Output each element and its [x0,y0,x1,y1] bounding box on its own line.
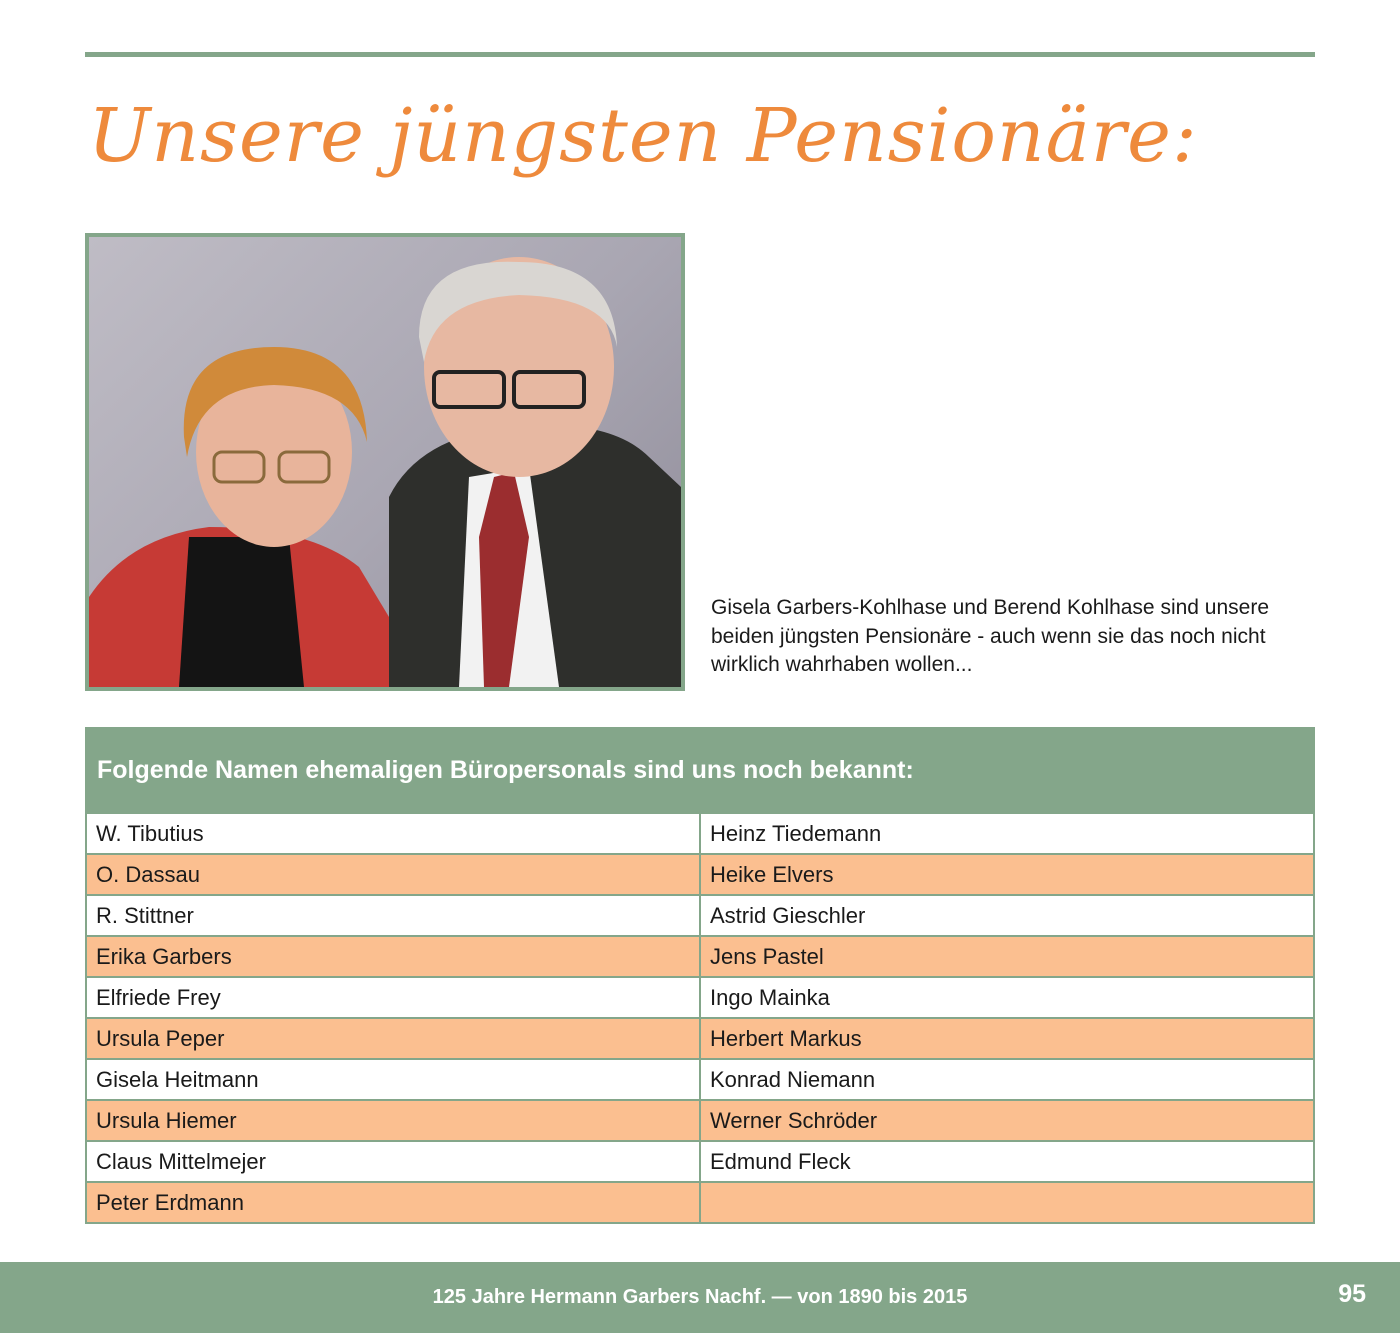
name-cell: Edmund Fleck [700,1141,1314,1182]
name-cell: Ingo Mainka [700,977,1314,1018]
portrait-photo-icon [89,237,681,687]
name-cell: Herbert Markus [700,1018,1314,1059]
name-cell: Heinz Tiedemann [700,813,1314,854]
name-cell: Werner Schröder [700,1100,1314,1141]
name-cell: Elfriede Frey [86,977,700,1018]
table-row [86,1059,1314,1100]
name-cell: Claus Mittelmejer [86,1141,700,1182]
table-row [86,1100,1314,1141]
page-title: Unsere jüngsten Pensionäre: [88,93,1198,179]
name-cell: Ursula Peper [86,1018,700,1059]
name-cell: Jens Pastel [700,936,1314,977]
name-cell: W. Tibutius [86,813,700,854]
table-row [86,854,1314,895]
photo-caption: Gisela Garbers-Kohlhase und Berend Kohlhase sind unsere beiden jüngsten Pensionäre - auch wenn sie das noch nicht wirklich wahrhaben wollen... [711,596,1270,676]
name-cell: Erika Garbers [86,936,700,977]
name-cell: Astrid Gieschler [700,895,1314,936]
name-cell: Heike Elvers [700,854,1314,895]
table-row [86,813,1314,854]
table-row [86,895,1314,936]
page-number: 95 [1338,1280,1366,1308]
portrait-photo [85,233,685,691]
table-row [86,936,1314,977]
name-cell [700,1182,1314,1223]
table-header: Folgende Namen ehemaligen Büropersonals sind uns noch bekannt: [86,728,1314,813]
name-cell: Gisela Heitmann [86,1059,700,1100]
table-row [86,1018,1314,1059]
name-cell: Ursula Hiemer [86,1100,700,1141]
table-row [86,1141,1314,1182]
former-staff-table [85,727,1315,1224]
name-cell: O. Dassau [86,854,700,895]
name-cell: R. Stittner [86,895,700,936]
name-cell: Peter Erdmann [86,1182,700,1223]
table-row [86,977,1314,1018]
table-row [86,1182,1314,1223]
footer-text: 125 Jahre Hermann Garbers Nachf. — von 1890 bis 2015 [432,1286,968,1308]
top-divider [85,52,1315,57]
name-cell: Konrad Niemann [700,1059,1314,1100]
